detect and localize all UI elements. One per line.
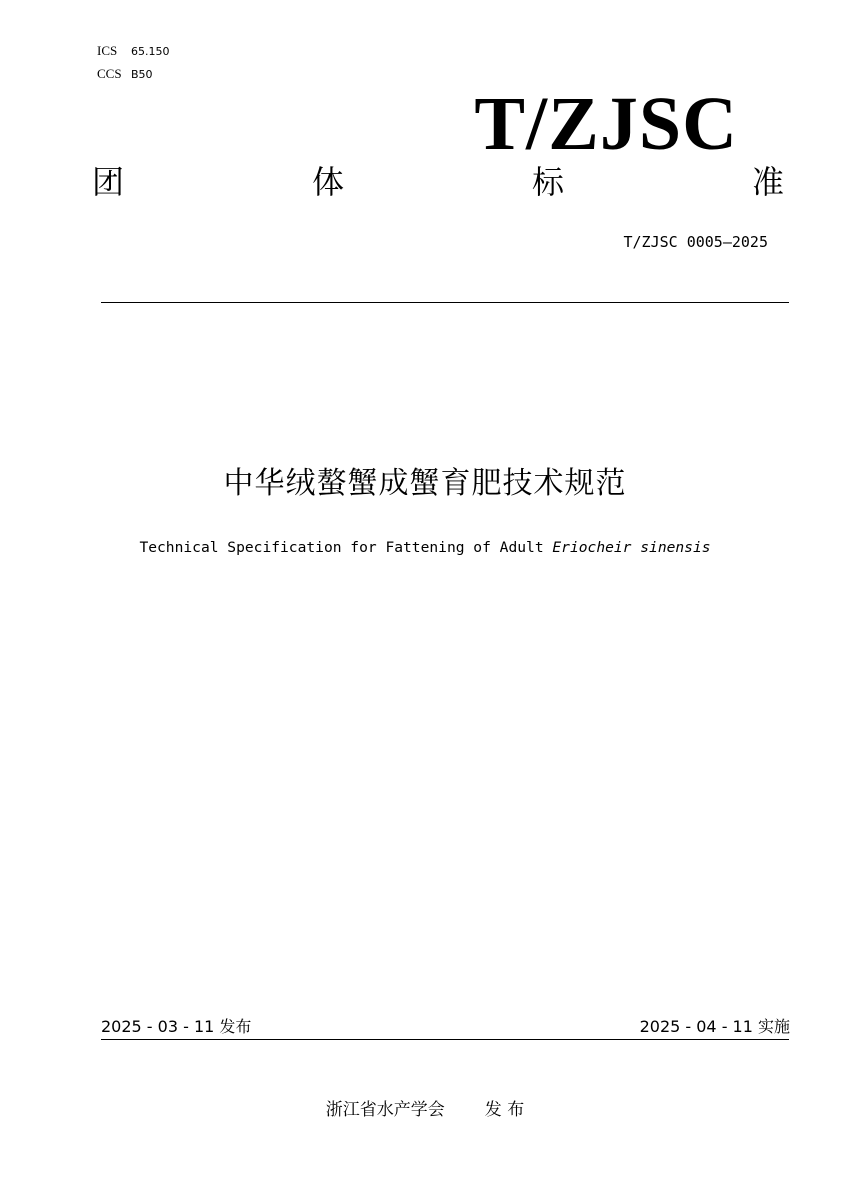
implementation-date: 2025 - 04 - 11 实施 [639, 1017, 790, 1036]
ics-value: 65.150 [131, 45, 170, 58]
ccs-line [97, 63, 170, 86]
standard-code: T/ZJSC [474, 82, 738, 166]
standard-type-char: 团 [92, 163, 125, 201]
ccs-value: B50 [131, 68, 153, 81]
ics-line [97, 40, 170, 63]
ics-label: ICS [97, 43, 118, 58]
top-divider [101, 302, 789, 303]
standard-type-char: 准 [751, 163, 784, 201]
publisher-name: 浙江省水产学会 [325, 1100, 445, 1120]
issue-date: 2025 - 03 - 11 发布 [101, 1017, 252, 1036]
standard-type [92, 160, 784, 204]
standard-type-char: 标 [531, 163, 564, 201]
bottom-divider [101, 1039, 789, 1040]
classification-codes [97, 40, 170, 86]
standard-number: T/ZJSC 0005—2025 [623, 233, 768, 251]
document-title-zh: 中华绒螯蟹成蟹育肥技术规范 [223, 466, 627, 501]
title-en-text: Technical Specification for Fattening of Adult [139, 539, 553, 556]
publish-action: 发 布 [484, 1100, 525, 1120]
ccs-label: CCS [97, 66, 122, 81]
standard-type-char: 体 [311, 163, 344, 201]
publisher-line [0, 1098, 850, 1122]
species-name: Eriocheir sinensis [552, 539, 711, 556]
document-title-en [0, 538, 850, 558]
